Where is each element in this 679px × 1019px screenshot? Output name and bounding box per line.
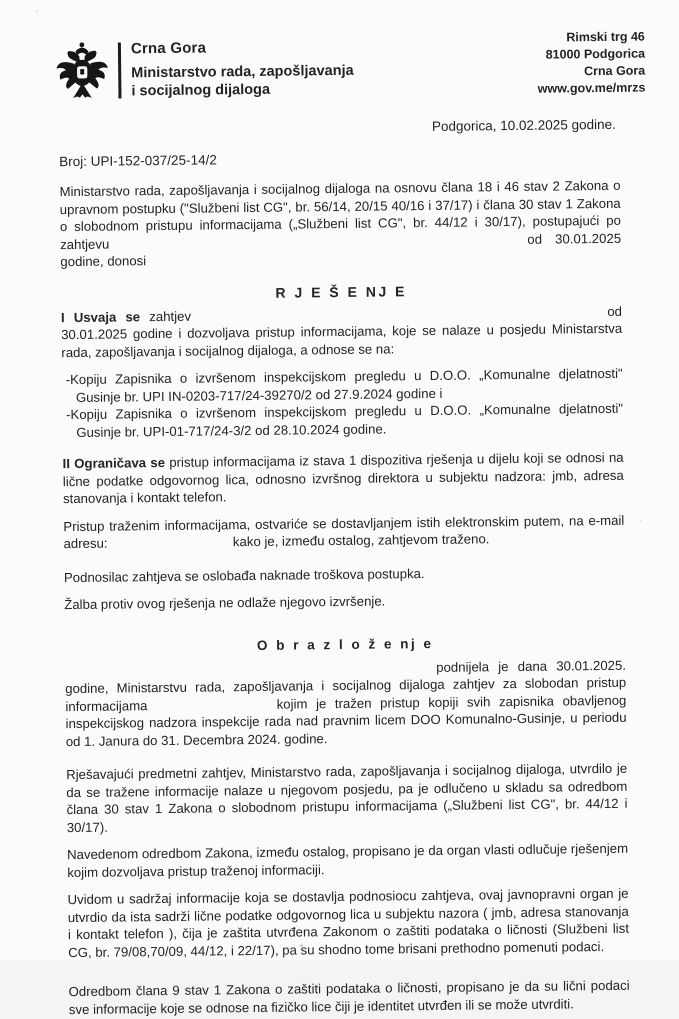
country-name: Crna Gora <box>130 39 207 58</box>
intro-date: od 30.01.2025 <box>527 230 622 247</box>
decision-title: R J E Š E NJ E <box>275 282 408 301</box>
address-street: Rimski trg 46 <box>566 29 645 45</box>
decision-point-1-od: od <box>607 303 623 319</box>
address-country: Crna Gora <box>583 63 646 79</box>
decision-point-2 <box>63 449 625 508</box>
decision-point-1-lead: I Usvaja se <box>60 308 141 325</box>
ministry-name-line1: Ministarstvo rada, zapošljavanja <box>131 62 354 82</box>
scan-speckle <box>300 944 303 947</box>
address-website: www.gov.me/mrzs <box>537 80 646 96</box>
coat-of-arms-icon <box>54 41 111 104</box>
document-body <box>0 176 679 1019</box>
intro-text: Ministarstvo rada, zapošljavanja i socijalnog dijaloga na osnovu člana 18 i 46 stav 2 Zakona o upravnom postupku ("Službeni list CG", br. 56/14, 20/15 40/16 i 37/17) i člana 30 stav 1 Zakona o slobodnom pristupu informacijama („Službeni list CG", br. 44/12 i 30/17), postupajući po zahtjevu <box>59 177 621 252</box>
list-item: -Kopiju Zapisnika o izvršenom inspekcijskom pregledu u D.O.O. „Komunalne djelatnosti" Gusinje br. UPI-01-717/24-3/2 od 28.10.2024 godine. <box>65 400 624 440</box>
redacted-email-gap <box>111 545 229 547</box>
rationale-paragraph-3: Navedenom odredbom Zakona, između ostalog, propisano je da organ vlasti odlučuje rješenjem kojim dozvoljava pristup traženoj informaciji. <box>66 840 629 880</box>
appeal-paragraph: Žalba protiv ovog rješenja ne odlaže njegovo izvršenje. <box>64 593 386 613</box>
reference-number: Broj: UPI-152-037/25-14/2 <box>59 152 217 170</box>
scan-speckle <box>640 520 642 522</box>
letterhead-divider <box>118 42 122 98</box>
access-paragraph <box>63 511 624 552</box>
place-and-date: Podgorica, 10.02.2025 godine. <box>431 116 616 134</box>
document-list <box>62 365 624 441</box>
decision-point-2-body: pristup informacijama iz stava 1 dispozitiva rješenja u dijelu koji se odnosi na lične podatke odgovornog lica, odnosno izvršnog direktora u subjektu nadzora: jmb, adresa stanovanja i kontakt telefon. <box>62 449 624 507</box>
redacted-applicant-gap <box>200 315 598 321</box>
decision-point-2-lead: II Ograničava se <box>62 454 166 472</box>
ministry-address <box>537 29 645 98</box>
access-text: Pristup traženim informacijama, ostvariće se dostavljanjem istih elektronskim putem, na e-mail adresu: <box>63 512 625 552</box>
address-city: 81000 Podgorica <box>545 46 646 62</box>
scan-speckle <box>36 10 38 12</box>
rationale-paragraph-5: Odredbom člana 9 stav 1 Zakona o zaštiti podataka o ličnosti, propisano je da su lični podaci sve informacije koje se odnose na fizičko lice čiji je identitet utvrđen ili se može utvrditi. <box>68 977 630 1017</box>
ministry-identity <box>131 36 354 101</box>
access-tail: kako je, između ostalog, zahtjevom traženo. <box>232 531 490 550</box>
rationale-p1-seg2: kojim je tražen pristup kopiji svih zapisnika obavljenog inspekcijskog nadzora inspekcije rada nad pravnim licem DOO Komunalno-Gusinje, u periodu od 1. Janura do 31. Decembra 2024. godine. <box>65 692 627 749</box>
rationale-paragraph-2: Rješavajući predmetni zahtjev, Ministarstvo rada, zapošljavanja i socijalnog dijaloga, utvrdilo je da se tražene informacije nalaze u njegovom posjedu, pa je odlučeno u skladu sa odredbom člana 30 stav 1 Zakona o slobodnom pristupu informacijama („Službeni list CG", br. 44/12 i 30/17). <box>66 760 628 835</box>
decision-point-1-lead-rest: zahtjev <box>149 308 192 324</box>
letterhead <box>0 0 676 104</box>
rationale-title: O b r a z l o ž e nj e <box>256 635 434 653</box>
redacted-applicant-gap <box>122 243 514 248</box>
ministry-name-line2: i socijalnog dijaloga <box>131 81 271 100</box>
rationale-paragraph-1 <box>65 656 627 750</box>
rationale-p1-seg1: podnijela je dana 30.01.2025. godine, Ministarstvu rada, zapošljavanja i socijalnog dijaloga zahtjev za slobodan pristup informacijama <box>65 657 627 714</box>
rationale-paragraph-4: Uvidom u sadržaj informacije koja se dostavlja podnosiocu zahtjeva, ovaj javnopravni organ je utvrdio da ista sadrži lične podatke odgovornog lica u subjektu nazora ( jmb, adresa stanovanja i kontakt telefon ), čija je zaštita utvrđena Zakonom o zaštiti podataka o ličnosti (Službeni list CG, br. 79/08,70/09, 44/12, i 22/17), pa su shodno tome brisani prethodno pomenuti podaci. <box>67 885 630 960</box>
intro-paragraph <box>59 177 621 271</box>
decision-point-1 <box>61 302 623 361</box>
redacted-applicant-gap <box>65 671 427 676</box>
list-item: -Kopiju Zapisnika o izvršenom inspekcijskom pregledu u D.O.O. „Komunalne djelatnosti" Gusinje br. UPI IN-0203-717/24-39270/2 od 27.9.2024 godine i <box>65 365 623 405</box>
costs-paragraph: Podnosilac zahtjeva se oslobađa naknade troškova postupka. <box>63 565 425 585</box>
intro-tail: godine, donosi <box>60 253 147 270</box>
redacted-detail-gap <box>156 707 268 709</box>
decision-point-1-body: 30.01.2025 godine i dozvoljava pristup informacijama, koje se nalaze u posjedu Ministarstva rada, zapošljavanja i socijalnog dijaloga, a odnose se na: <box>61 320 623 360</box>
